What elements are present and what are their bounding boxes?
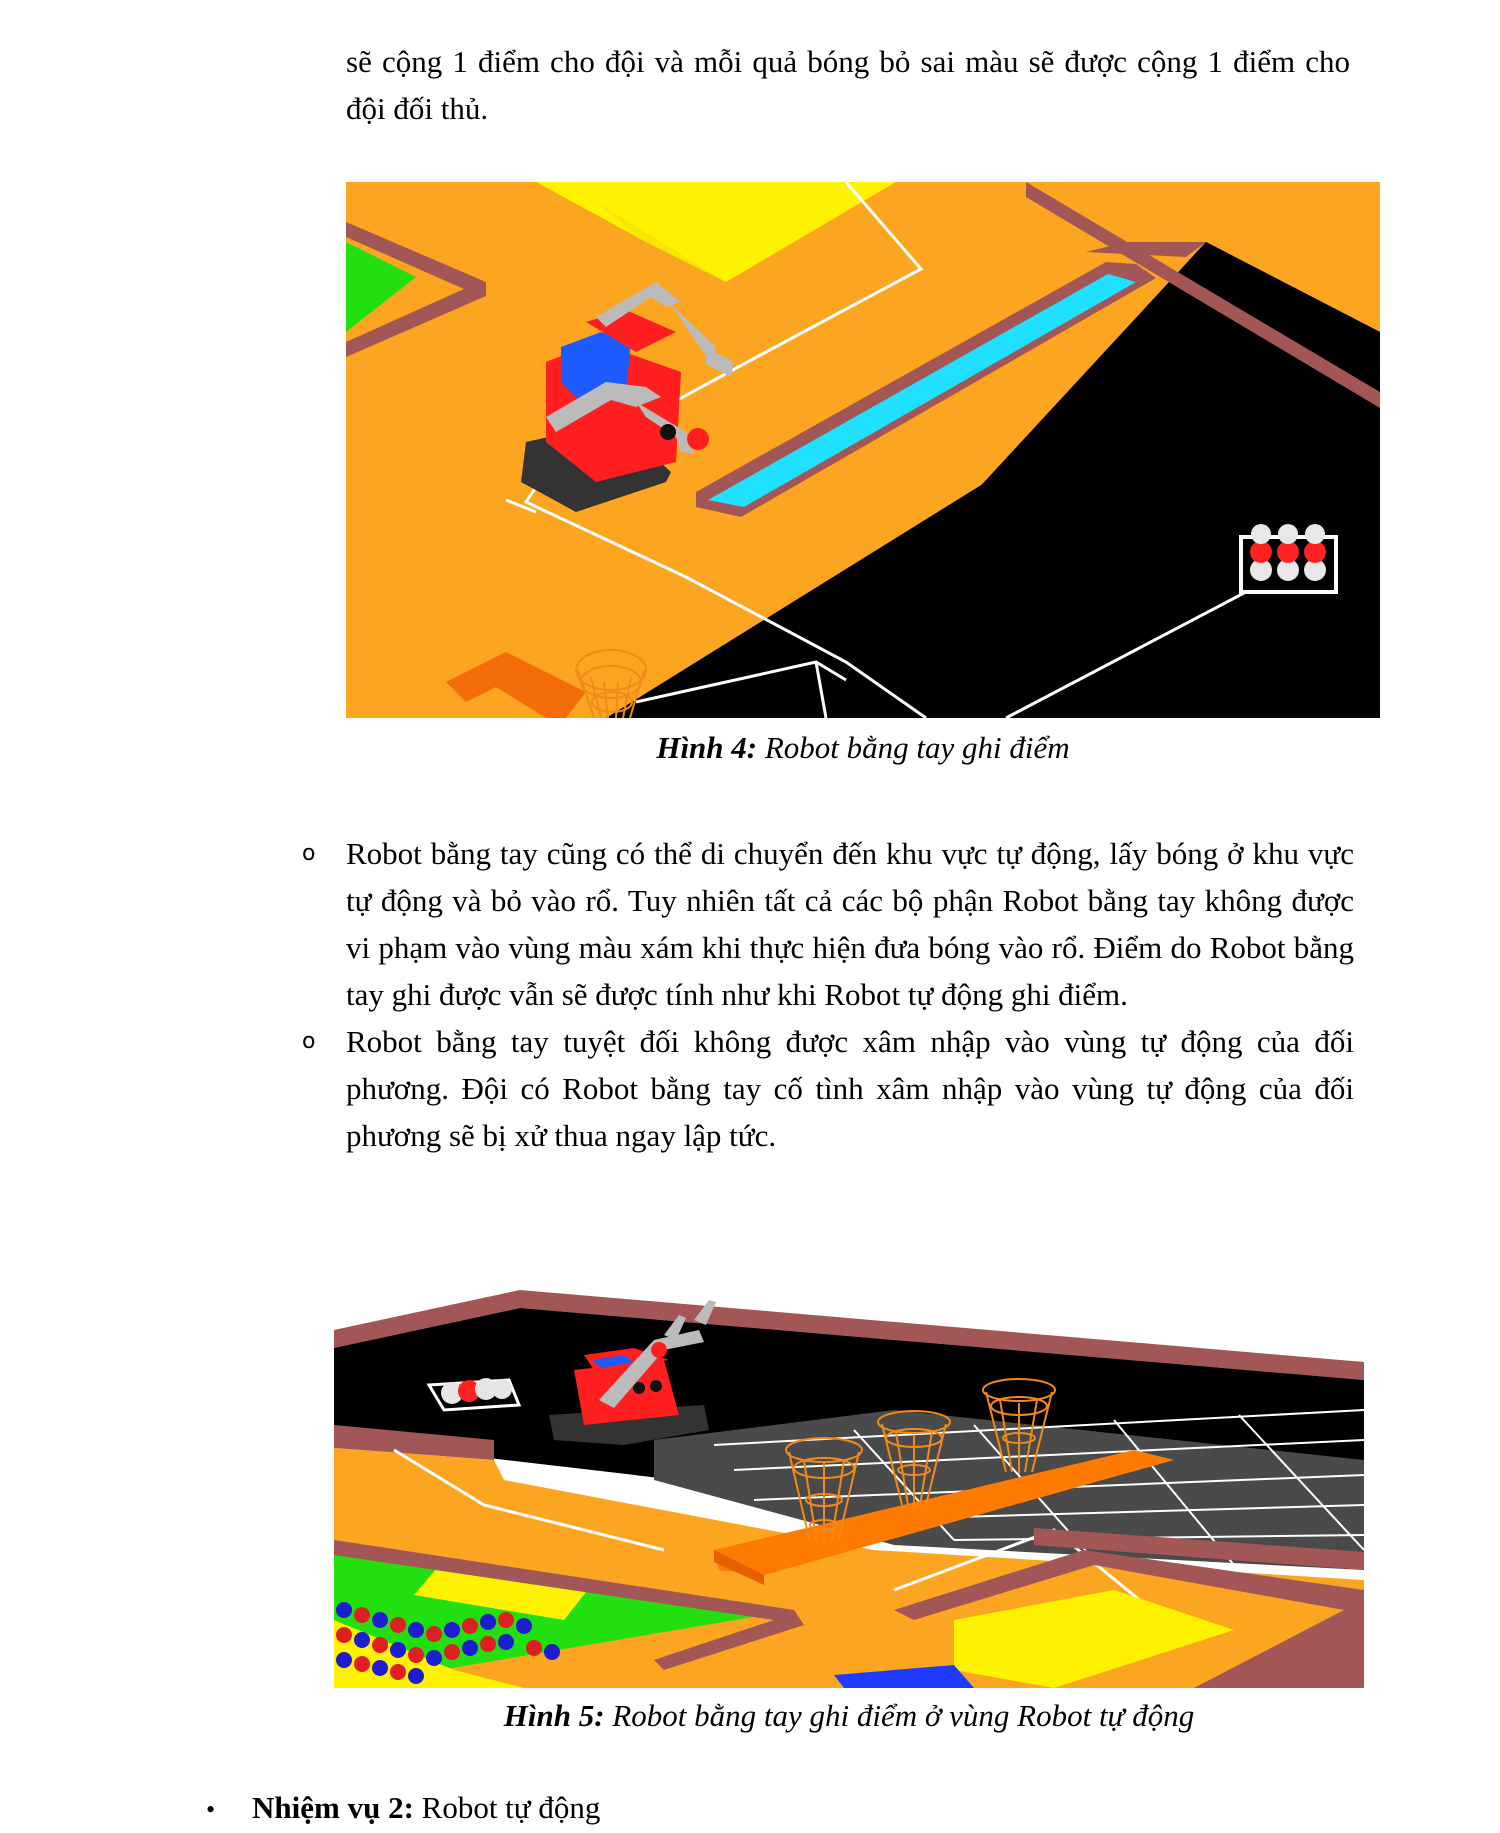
figure-4-image	[346, 182, 1380, 718]
figure-4-caption-text: Robot bằng tay ghi điểm	[764, 730, 1070, 765]
list-item	[300, 1018, 1354, 1159]
figure-5-label: Hình 5:	[503, 1698, 605, 1733]
bullet-text: Robot bằng tay tuyệt đối không được xâm nhập vào vùng tự động của đối phương. Đội có Robot bằng tay cố tình xâm nhập vào vùng tự động của đối phương sẽ bị xử thua ngay lập tức.	[346, 1024, 1354, 1153]
task-label: Nhiệm vụ 2:	[252, 1790, 414, 1825]
figure-4-label: Hình 4:	[656, 730, 758, 765]
intro-paragraph: sẽ cộng 1 điểm cho đội và mỗi quả bóng bỏ sai màu sẽ được cộng 1 điểm cho đội đối thủ.	[346, 44, 1350, 126]
hollow-circle-bullet-icon: o	[302, 1029, 316, 1054]
figure-4-caption	[346, 728, 1380, 768]
bullet-dot-icon: •	[206, 1795, 216, 1824]
figure-5-caption	[334, 1696, 1364, 1736]
task-text: Robot tự động	[421, 1790, 601, 1825]
figure-5-caption-text: Robot bằng tay ghi điểm ở vùng Robot tự động	[612, 1698, 1195, 1733]
hollow-circle-bullet-icon: o	[302, 841, 316, 866]
task-heading	[206, 1788, 600, 1830]
figure-5-image	[334, 1290, 1364, 1688]
list-item	[300, 830, 1354, 1018]
bullet-text: Robot bằng tay cũng có thể di chuyển đến khu vực tự động, lấy bóng ở khu vực tự động và bỏ vào rổ. Tuy nhiên tất cả các bộ phận Robot bằng tay không được vi phạm vào vùng màu xám khi thực hiện đưa bóng vào rổ. Điểm do Robot bằng tay ghi được vẫn sẽ được tính như khi Robot tự động ghi điểm.	[346, 836, 1354, 1012]
bullet-list	[300, 830, 1354, 1159]
